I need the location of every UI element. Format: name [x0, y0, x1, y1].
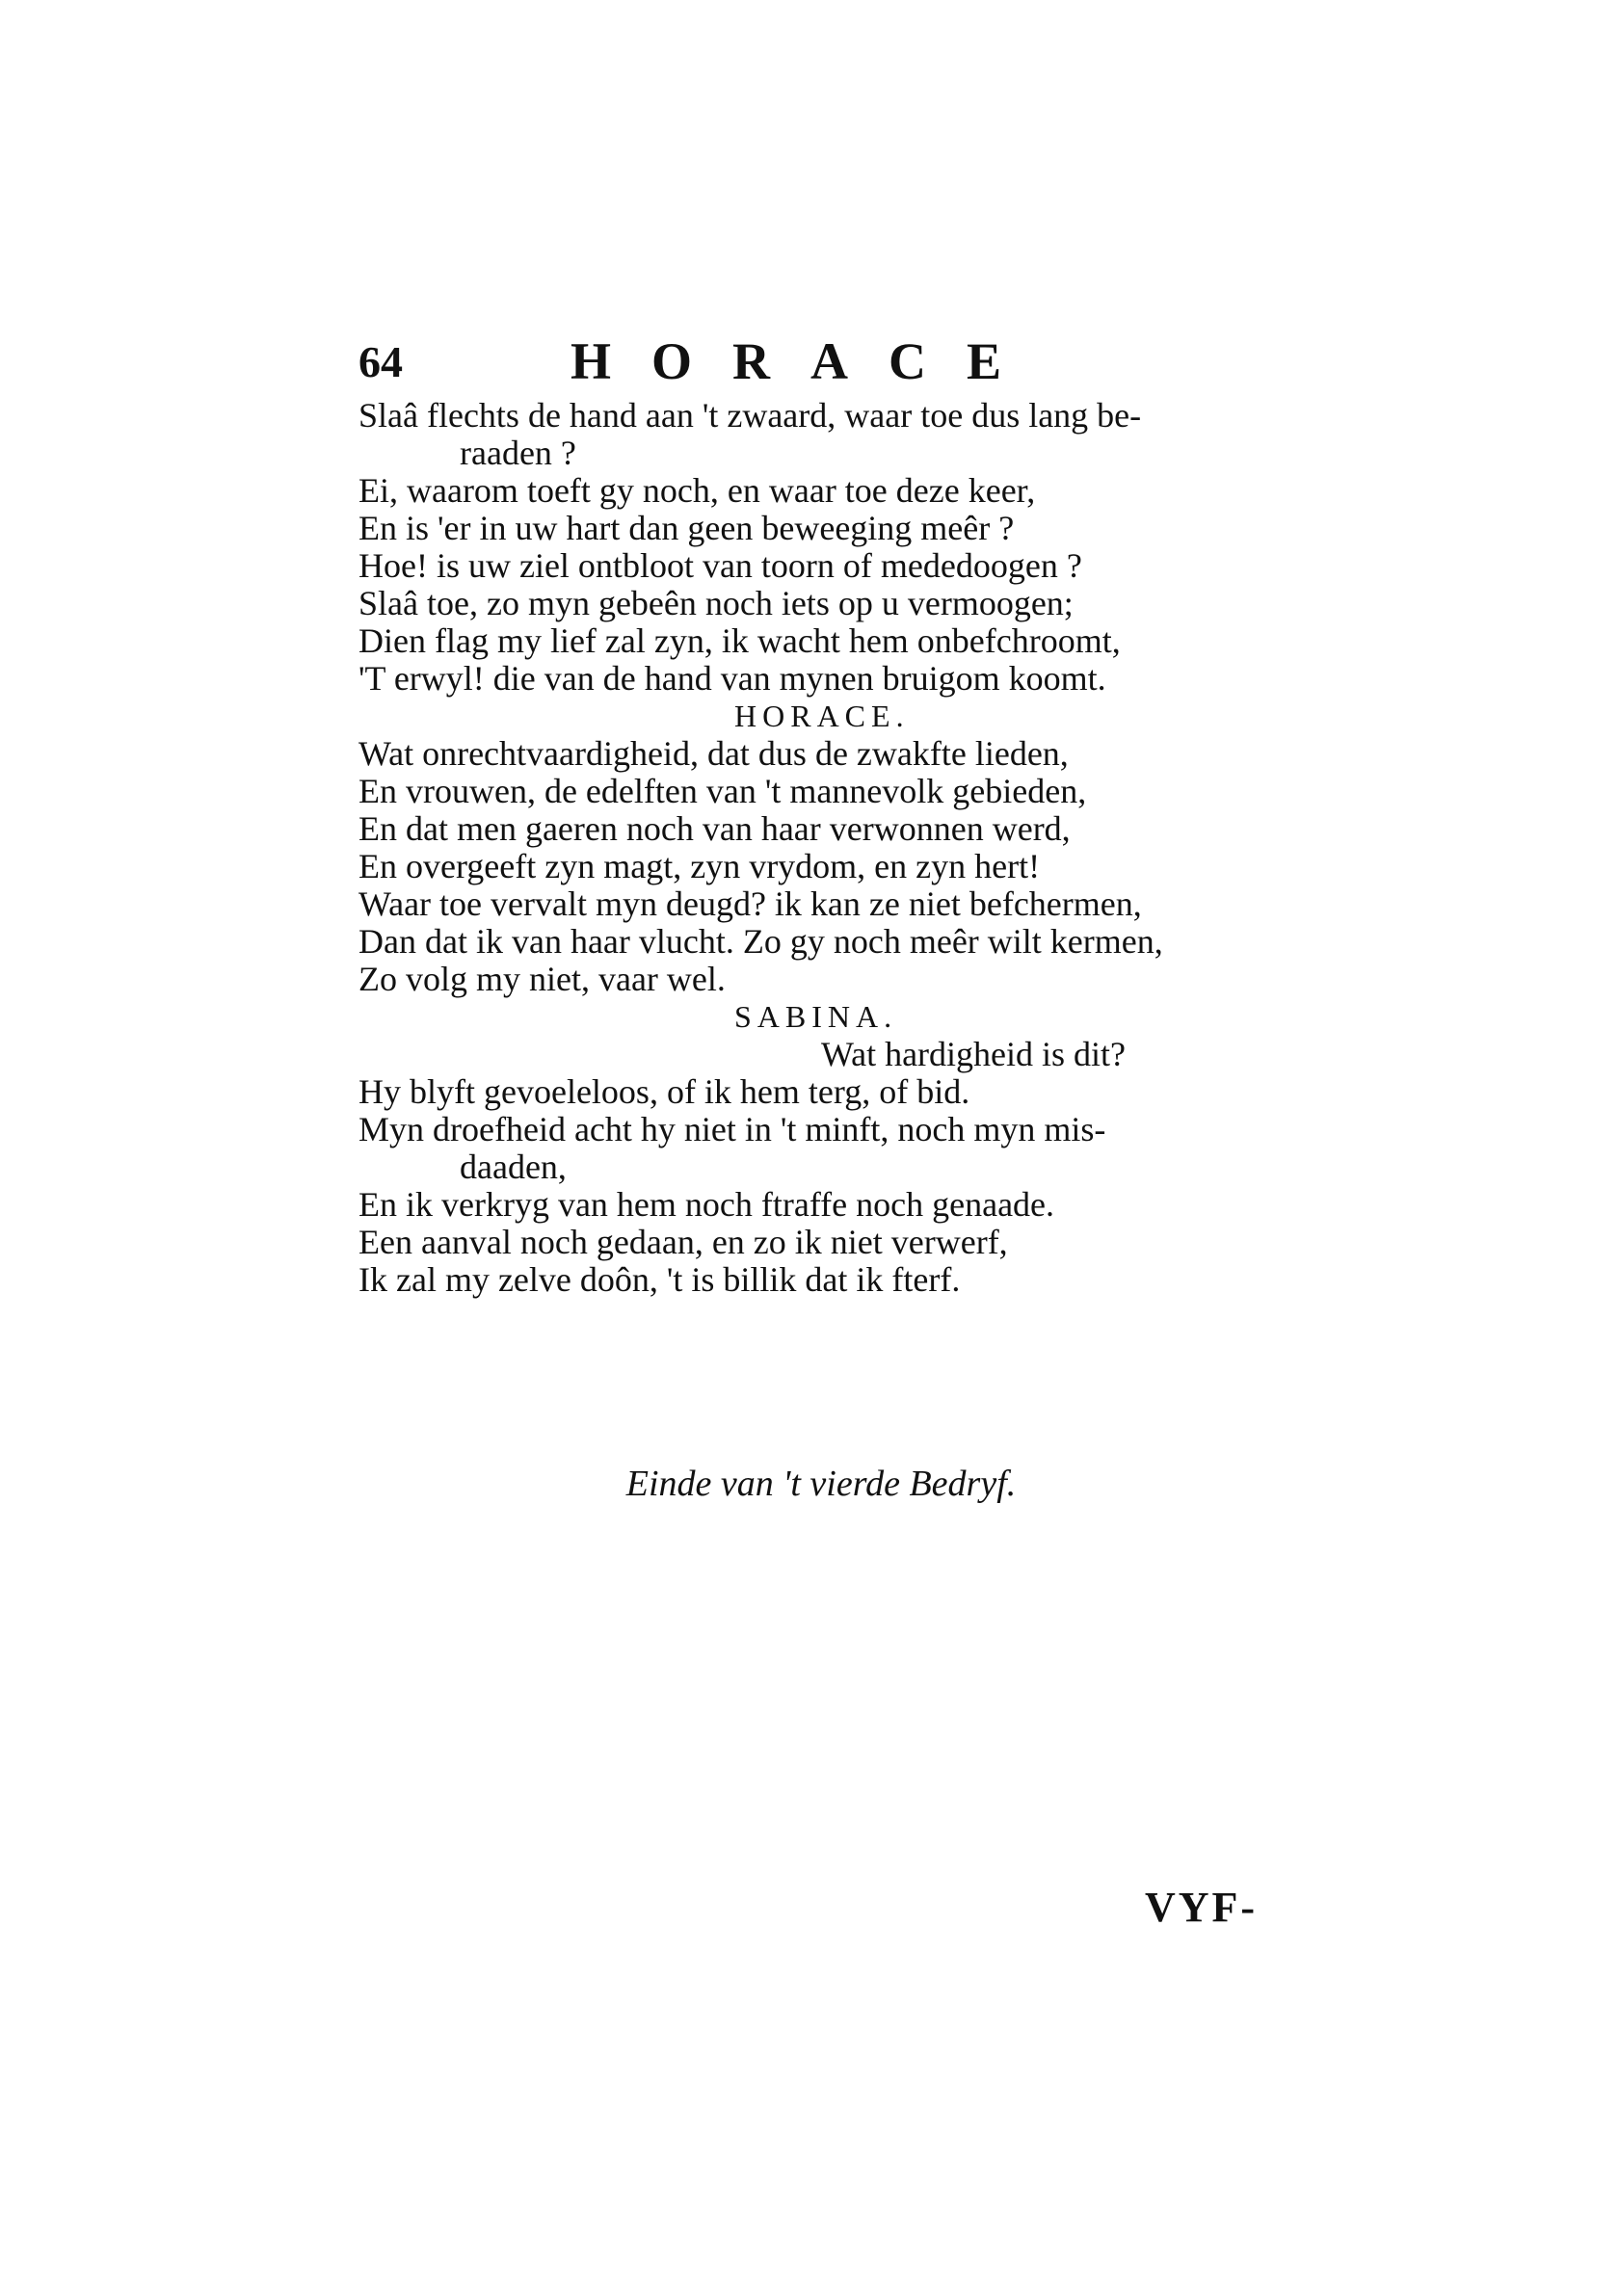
verse-line: Dien flag my lief zal zyn, ik wacht hem onbefchroomt, [358, 621, 1121, 660]
verse-line: Ei, waarom toeft gy noch, en waar toe deze keer, [358, 471, 1036, 510]
verse-line-continuation: raaden ? [460, 434, 576, 472]
speaker-name: SABINA. [734, 999, 898, 1034]
verse-line: Wat onrechtvaardigheid, dat dus de zwakfte lieden, [358, 734, 1069, 773]
verse-line: Waar toe vervalt myn deugd? ik kan ze niet befchermen, [358, 884, 1142, 923]
verse-line: Zo volg my niet, vaar wel. [358, 960, 726, 998]
verse-line: Slaâ toe, zo myn gebeên noch iets op u vermoogen; [358, 584, 1074, 622]
verse-line: En is 'er in uw hart dan geen beweeging meêr ? [358, 509, 1015, 547]
verse-line: En vrouwen, de edelften van 't mannevolk gebieden, [358, 772, 1087, 810]
verse-line: En ik verkryg van hem noch ftraffe noch genaade. [358, 1185, 1055, 1224]
verse-line: 'T erwyl! die van de hand van mynen bruigom koomt. [358, 659, 1106, 698]
verse-line: Ik zal my zelve doôn, 't is billik dat ik fterf. [358, 1260, 961, 1299]
verse-line-half: Wat hardigheid is dit? [821, 1035, 1127, 1073]
catchword: VYF- [1145, 1884, 1259, 1931]
page-number: 64 [358, 337, 403, 386]
verse-line: En overgeeft zyn magt, zyn vrydom, en zyn hert! [358, 847, 1041, 885]
verse-text [358, 397, 1284, 1299]
verse-line: Dan dat ik van haar vlucht. Zo gy noch meêr wilt kermen, [358, 922, 1163, 961]
verse-line: Een aanval noch gedaan, en zo ik niet verwerf, [358, 1223, 1008, 1261]
verse-line: En dat men gaeren noch van haar verwonnen werd, [358, 809, 1071, 848]
act-end-note: Einde van 't vierde Bedryf. [625, 1464, 1017, 1504]
verse-line: Myn droefheid acht hy niet in 't minft, noch myn mis- [358, 1110, 1106, 1148]
running-title: HORACE [571, 332, 1043, 390]
verse-line: Slaâ flechts de hand aan 't zwaard, waar toe dus lang be- [358, 396, 1142, 435]
page-header [358, 328, 1284, 395]
verse-line: Hoe! is uw ziel ontbloot van toorn of mededoogen ? [358, 546, 1082, 585]
verse-line-continuation: daaden, [460, 1148, 567, 1186]
speaker-name: HORACE. [734, 699, 910, 733]
verse-line: Hy blyft gevoeleloos, of ik hem terg, of bid. [358, 1072, 970, 1111]
